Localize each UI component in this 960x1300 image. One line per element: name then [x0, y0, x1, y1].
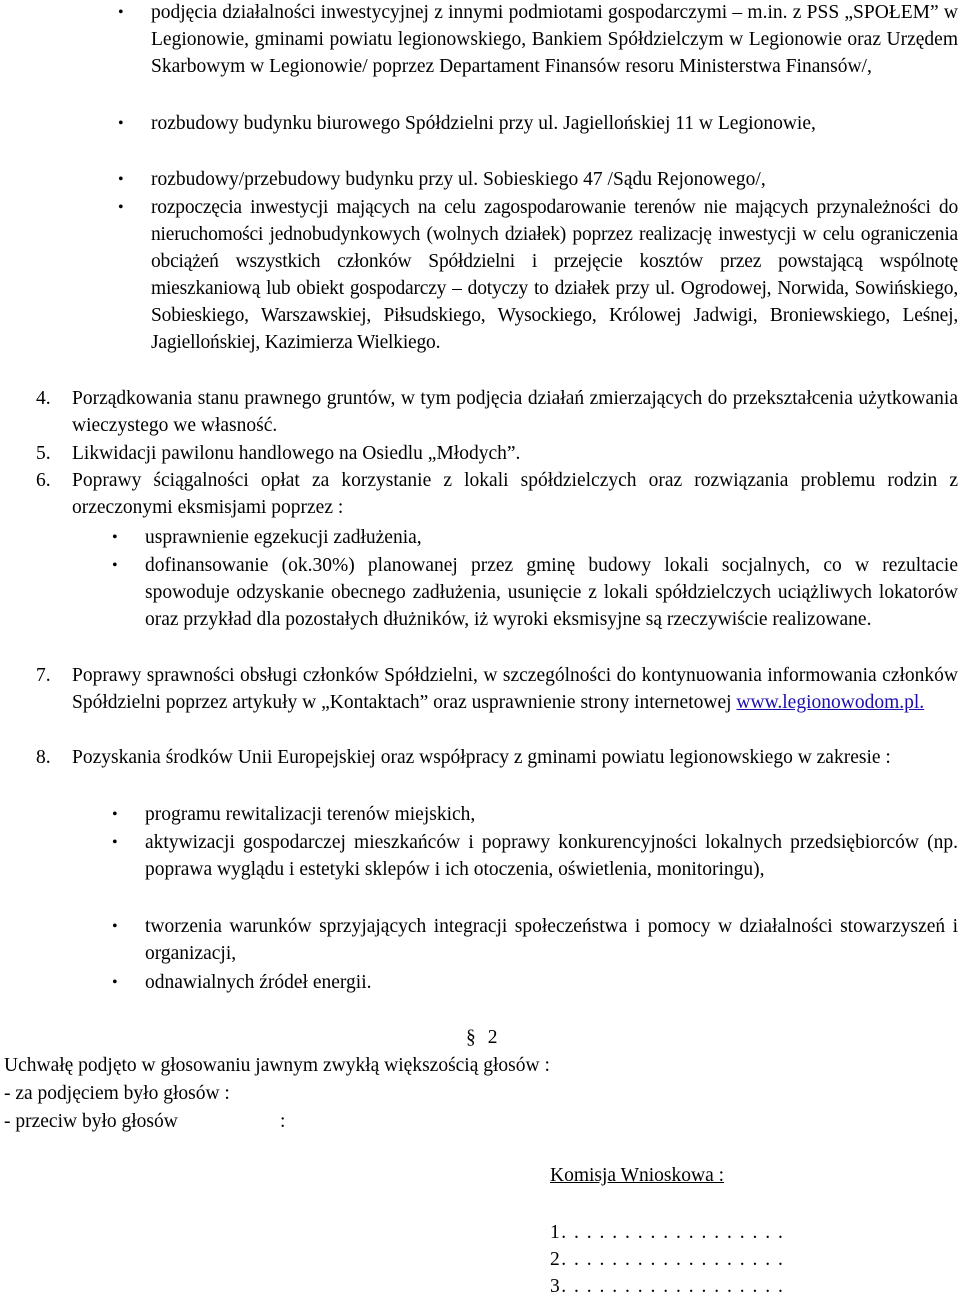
list-item-text: odnawialnych źródeł energii.	[145, 972, 372, 993]
numbered-item-8	[36, 744, 958, 771]
list-item-text: programu rewitalizacji terenów miejskich,	[145, 804, 476, 825]
votes-against-colon: :	[280, 1111, 286, 1132]
item-number: 4.	[36, 388, 51, 409]
item-text: Poprawy sprawności obsługi członków Spółdzielni, w szczególności do kontynuowania informowania członków Spółdzielni poprzez artykuły w „Kontaktach” oraz usprawnienie strony internetowej	[72, 665, 958, 713]
item-number: 8.	[36, 747, 51, 768]
list-item-text: usprawnienie egzekucji zadłużenia,	[145, 527, 422, 548]
votes-against-label: - przeciw było głosów	[4, 1111, 178, 1132]
list-item-text: w Legionowie, gminami powiatu legionowskiego, Bankiem Spółdzielczym w Legionowie oraz Urzędem Skarbowym w Legionowie/ poprzez Departament Finansów resoru Ministerstwa Finansów/,	[151, 2, 958, 77]
item-text: Porządkowania stanu prawnego gruntów, w tym podjęcia działań zmierzających do przekształcenia użytkowania wieczystego we własność.	[72, 388, 958, 436]
signature-line-3: 3. . . . . . . . . . . . . . . . . .	[550, 1276, 785, 1297]
item-text: Likwidacji pawilonu handlowego na Osiedlu „Młodych”.	[72, 443, 521, 464]
list-item	[112, 913, 958, 967]
bullet-icon: •	[112, 834, 118, 851]
section-mark: §	[466, 1027, 476, 1048]
bullet-icon: •	[112, 557, 118, 574]
list-item-text: rozbudowy budynku biurowego Spółdzielni przy ul. Jagiellońskiej 11 w Legionowie,	[151, 113, 816, 134]
list-item-text: podjęcia działalności inwestycyjnej z innymi podmiotami gospodarczymi – m.in. z PSS	[151, 2, 845, 23]
list-item	[118, 166, 958, 193]
website-link[interactable]: www.legionowodom.pl.	[736, 692, 925, 713]
numbered-item-5	[36, 440, 958, 467]
bullet-icon: •	[112, 974, 118, 991]
section-number: 2	[487, 1027, 498, 1048]
commission-title: Komisja Wnioskowa :	[550, 1165, 725, 1186]
item-text: Pozyskania środków Unii Europejskiej oraz współpracy z gminami powiatu legionowskiego w zakresie :	[72, 747, 891, 768]
votes-against-line	[4, 1108, 304, 1135]
list-item-text: dofinansowanie (ok.30%) planowanej przez gminę budowy lokali socjalnych, co w rezultacie spowoduje odzyskanie obecnego zadłużenia, usunięcie z lokali spółdzielczych uciążliwych lokatorów oraz przykład dla pozostałych dłużników, iż wyroki eksmisyjne są rzeczywiście realizowane.	[145, 555, 958, 630]
list-item	[112, 552, 958, 633]
quoted-name: „SPOŁEM”	[844, 2, 939, 23]
list-item-text: rozpoczęcia inwestycji mających na celu zagospodarowanie terenów nie mających przynależności do nieruchomości jednobudynkowych (wolnych działek) poprzez realizację inwestycji w celu ograniczenia obciążeń wszystkich członków Spółdzielni i przejęcie kosztów przez powstającą wspólnotę mieszkaniową lub obiekt gospodarczy – dotyczy to działek przy ul. Ogrodowej, Norwida, Sowińskiego, Sobieskiego, Warszawskiej, Piłsudskiego, Wysockiego, Królowej Jadwigi, Broniewskiego, Leśnej, Jagiellońskiej, Kazimierza Wielkiego.	[151, 197, 958, 353]
numbered-item-7	[36, 662, 958, 716]
numbered-item-6	[36, 467, 958, 521]
list-item	[118, 194, 958, 356]
bullet-icon: •	[118, 115, 124, 132]
voting-line: Uchwałę podjęto w głosowaniu jawnym zwykłą większością głosów :	[4, 1055, 550, 1076]
bullet-icon: •	[112, 918, 118, 935]
list-item	[112, 524, 958, 551]
item-number: 6.	[36, 470, 51, 491]
section-heading	[466, 1024, 498, 1051]
list-item	[112, 829, 958, 883]
numbered-item-4	[36, 385, 958, 439]
votes-for-line: - za podjęciem było głosów :	[4, 1083, 230, 1104]
item-number: 5.	[36, 443, 51, 464]
bullet-icon: •	[112, 806, 118, 823]
item-text: Poprawy ściągalności opłat za korzystanie z lokali spółdzielczych oraz rozwiązania problemu rodzin z orzeczonymi eksmisjami poprzez :	[72, 470, 958, 518]
list-item	[118, 0, 958, 80]
signature-line-2: 2. . . . . . . . . . . . . . . . . .	[550, 1249, 785, 1270]
list-item-text: aktywizacji gospodarczej mieszkańców i poprawy konkurencyjności lokalnych przedsiębiorców (np. poprawa wyglądu i estetyki sklepów i ich otoczenia, oświetlenia, monitoringu),	[145, 832, 958, 880]
signature-line-1: 1. . . . . . . . . . . . . . . . . .	[550, 1222, 785, 1243]
bullet-icon: •	[118, 171, 124, 188]
list-item	[112, 801, 958, 828]
list-item	[118, 110, 958, 137]
bullet-icon: •	[112, 529, 118, 546]
list-item	[112, 969, 958, 996]
item-number: 7.	[36, 665, 51, 686]
bullet-icon: •	[118, 4, 124, 21]
list-item-text: tworzenia warunków sprzyjających integracji społeczeństwa i pomocy w działalności stowarzyszeń i organizacji,	[145, 916, 958, 964]
bullet-icon: •	[118, 199, 124, 216]
list-item-text: rozbudowy/przebudowy budynku przy ul. Sobieskiego 47 /Sądu Rejonowego/,	[151, 169, 766, 190]
